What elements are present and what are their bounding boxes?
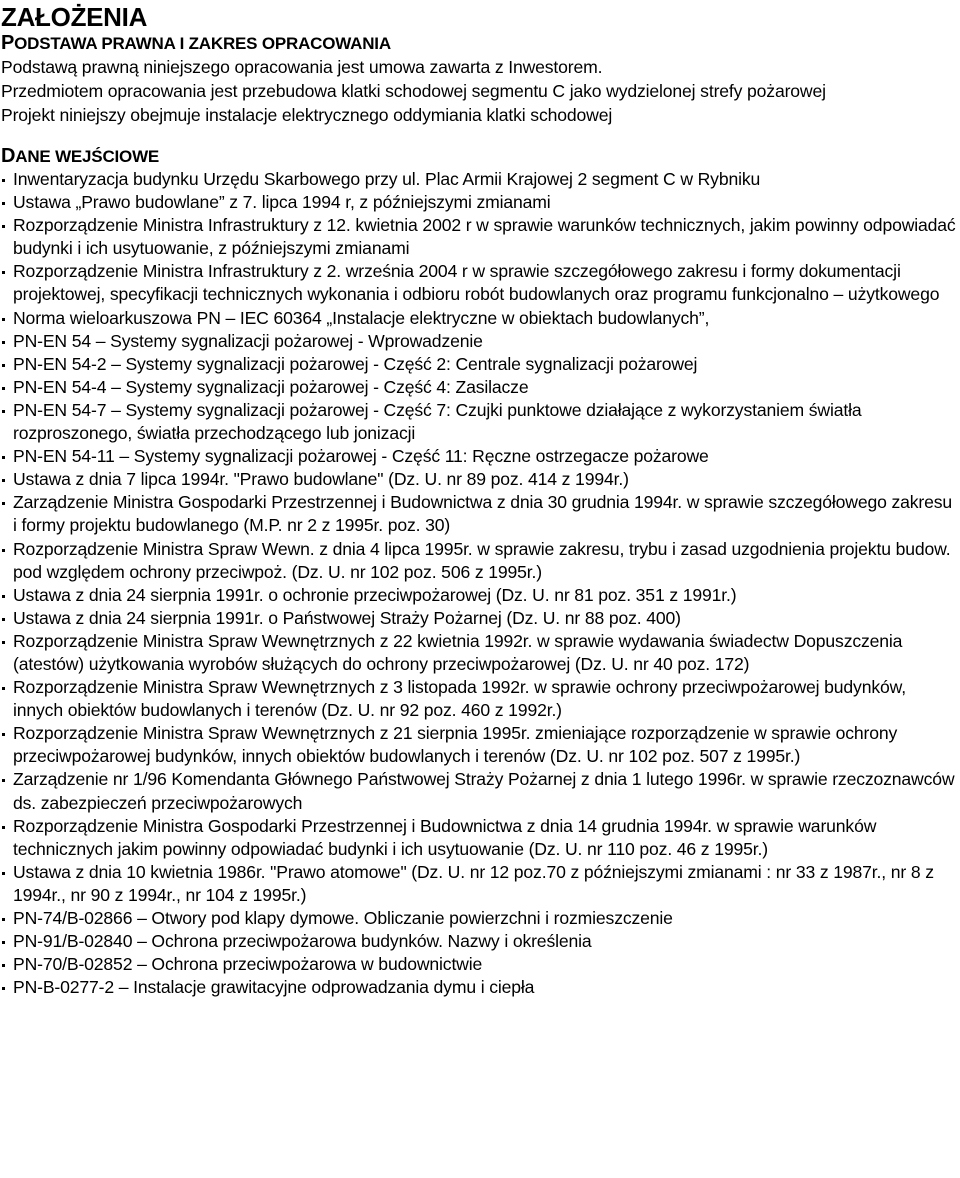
section-spacer <box>1 127 960 145</box>
section-heading-rest: ODSTAWA PRAWNA I ZAKRES OPRACOWANIA <box>14 34 391 53</box>
list-item <box>1 307 960 330</box>
section-heading-rest: ANE WEJŚCIOWE <box>15 147 160 166</box>
list-item <box>1 722 960 768</box>
list-item-text: Ustawa z dnia 7 lipca 1994r. "Prawo budowlane" (Dz. U. nr 89 poz. 414 z 1994r.) <box>13 469 629 490</box>
list-item-text: PN-EN 54 – Systemy sygnalizacji pożarowej - Wprowadzenie <box>13 330 483 351</box>
list-item-text: Ustawa z dnia 24 sierpnia 1991r. o Państwowej Straży Pożarnej (Dz. U. nr 88 poz. 400) <box>13 607 681 628</box>
list-item-text: PN-EN 54-7 – Systemy sygnalizacji pożarowej - Część 7: Czujki punktowe działające z wykorzystaniem światła rozproszonego, światła przechodzącego lub jonizacji <box>13 399 862 444</box>
list-item <box>1 976 960 999</box>
list-item-text: Rozporządzenie Ministra Gospodarki Przestrzennej i Budownictwa z dnia 14 grudnia 1994r. w sprawie warunków technicznych jakim powinny odpowiadać budynki i ich usytuowanie (Dz. U. nr 110 poz. 46 z 1995r.) <box>13 815 877 859</box>
list-item <box>1 768 960 814</box>
input-data-list <box>1 168 960 999</box>
list-item <box>1 168 960 191</box>
list-item-text: Zarządzenie Ministra Gospodarki Przestrzennej i Budownictwa z dnia 30 grudnia 1994r. w sprawie szczegółowego zakresu i formy projektu budowlanego (M.P. nr 2 z 1995r. poz. 30) <box>13 492 953 536</box>
paragraph-subject: Przedmiotem opracowania jest przebudowa klatki schodowej segmentu C jako wydzielonej strefy pożarowej <box>1 81 826 101</box>
list-item-text: PN-EN 54-11 – Systemy sygnalizacji pożarowej - Część 11: Ręczne ostrzegacze pożarowe <box>13 446 709 467</box>
list-item-text: PN-EN 54-4 – Systemy sygnalizacji pożarowej - Część 4: Zasilacze <box>13 376 529 397</box>
list-item <box>1 930 960 953</box>
section-heading-initial: P <box>1 32 15 54</box>
list-item-text: Norma wieloarkuszowa PN – IEC 60364 „Instalacje elektryczne w obiektach budowlanych”, <box>13 307 710 328</box>
list-item-text: PN-91/B-02840 – Ochrona przeciwpożarowa budynków. Nazwy i określenia <box>13 931 592 952</box>
list-item-text: PN-70/B-02852 – Ochrona przeciwpożarowa w budownictwie <box>13 954 483 975</box>
section-heading-initial: D <box>1 145 16 167</box>
list-item <box>1 630 960 676</box>
list-item-text: Rozporządzenie Ministra Infrastruktury z 12. kwietnia 2002 r w sprawie warunków technicznych, jakim powinny odpowiadać budynki i ich usytuowanie, z późniejszymi zmianami <box>13 215 956 259</box>
list-item <box>1 399 960 445</box>
list-item-text: Rozporządzenie Ministra Infrastruktury z 2. września 2004 r w sprawie szczegółowego zakresu i formy dokumentacji projektowej, specyfikacji technicznych wykonania i odbioru robót budowlanych oraz programu funkcjonalno – użytkowego <box>13 261 940 305</box>
list-item <box>1 330 960 353</box>
list-item <box>1 953 960 976</box>
paragraph-legal-basis: Podstawą prawną niniejszego opracowania jest umowa zawarta z Inwestorem. <box>1 57 603 77</box>
list-item <box>1 584 960 607</box>
list-item-text: Ustawa z dnia 10 kwietnia 1986r. "Prawo atomowe" (Dz. U. nr 12 poz.70 z późniejszymi zmianami : nr 33 z 1987r., nr 8 z 1994r., nr 90 z 1994r., nr 104 z 1995r.) <box>13 861 934 905</box>
paragraph-scope: Projekt niniejszy obejmuje instalacje elektrycznego oddymiania klatki schodowej <box>1 105 613 125</box>
list-item <box>1 468 960 491</box>
list-item <box>1 491 960 537</box>
list-item-text: Rozporządzenie Ministra Spraw Wewnętrznych z 3 listopada 1992r. w sprawie ochrony przeciwpożarowej budynków, innych obiektów budowlanych i terenów (Dz. U. nr 92 poz. 460 z 1992r.) <box>13 677 906 721</box>
list-item <box>1 815 960 861</box>
section-heading-legal-basis <box>1 32 960 55</box>
list-item-text: Ustawa z dnia 24 sierpnia 1991r. o ochronie przeciwpożarowej (Dz. U. nr 81 poz. 351 z 1991r.) <box>13 584 737 605</box>
list-item-text: Ustawa „Prawo budowlane” z 7. lipca 1994 r, z późniejszymi zmianami <box>13 192 551 213</box>
list-item <box>1 538 960 584</box>
list-item <box>1 861 960 907</box>
list-item <box>1 191 960 214</box>
list-item-text: Rozporządzenie Ministra Spraw Wewnętrznych z 21 sierpnia 1995r. zmieniające rozporządzenie w sprawie ochrony przeciwpożarowej budynków, innych obiektów budowlanych i terenów (Dz. U. nr 102 poz. 507 z 1995r.) <box>13 723 898 767</box>
list-item <box>1 353 960 376</box>
list-item-text: PN-74/B-02866 – Otwory pod klapy dymowe. Obliczanie powierzchni i rozmieszczenie <box>13 908 673 928</box>
list-item <box>1 445 960 468</box>
list-item <box>1 676 960 722</box>
list-item <box>1 376 960 399</box>
list-item-text: Zarządzenie nr 1/96 Komendanta Głównego Państwowej Straży Pożarnej z dnia 1 lutego 1996r. w sprawie rzeczoznawców ds. zabezpieczeń przeciwpożarowych <box>13 769 955 813</box>
list-item <box>1 607 960 630</box>
list-item-text: Rozporządzenie Ministra Spraw Wewn. z dnia 4 lipca 1995r. w sprawie zakresu, trybu i zasad uzgodnienia projektu budow. pod względem ochrony przeciwpoż. (Dz. U. nr 102 poz. 506 z 1995r.) <box>13 538 951 582</box>
list-item-text: PN-EN 54-2 – Systemy sygnalizacji pożarowej - Część 2: Centrale sygnalizacji pożarowej <box>13 353 698 374</box>
list-item-text: Inwentaryzacja budynku Urzędu Skarbowego przy ul. Plac Armii Krajowej 2 segment C w Rybniku <box>13 169 761 189</box>
document-title: ZAŁOŻENIA <box>1 2 148 32</box>
section-heading-input-data <box>1 145 960 168</box>
list-item <box>1 260 960 306</box>
list-item-text: PN-B-0277-2 – Instalacje grawitacyjne odprowadzania dymu i ciepła <box>13 977 535 998</box>
list-item <box>1 214 960 260</box>
list-item <box>1 907 960 930</box>
list-item-text: Rozporządzenie Ministra Spraw Wewnętrznych z 22 kwietnia 1992r. w sprawie wydawania świadectw Dopuszczenia (atestów) użytkowania wyrobów służących do ochrony przeciwpożarowej (Dz. U. nr 40 poz. 172) <box>13 630 903 674</box>
